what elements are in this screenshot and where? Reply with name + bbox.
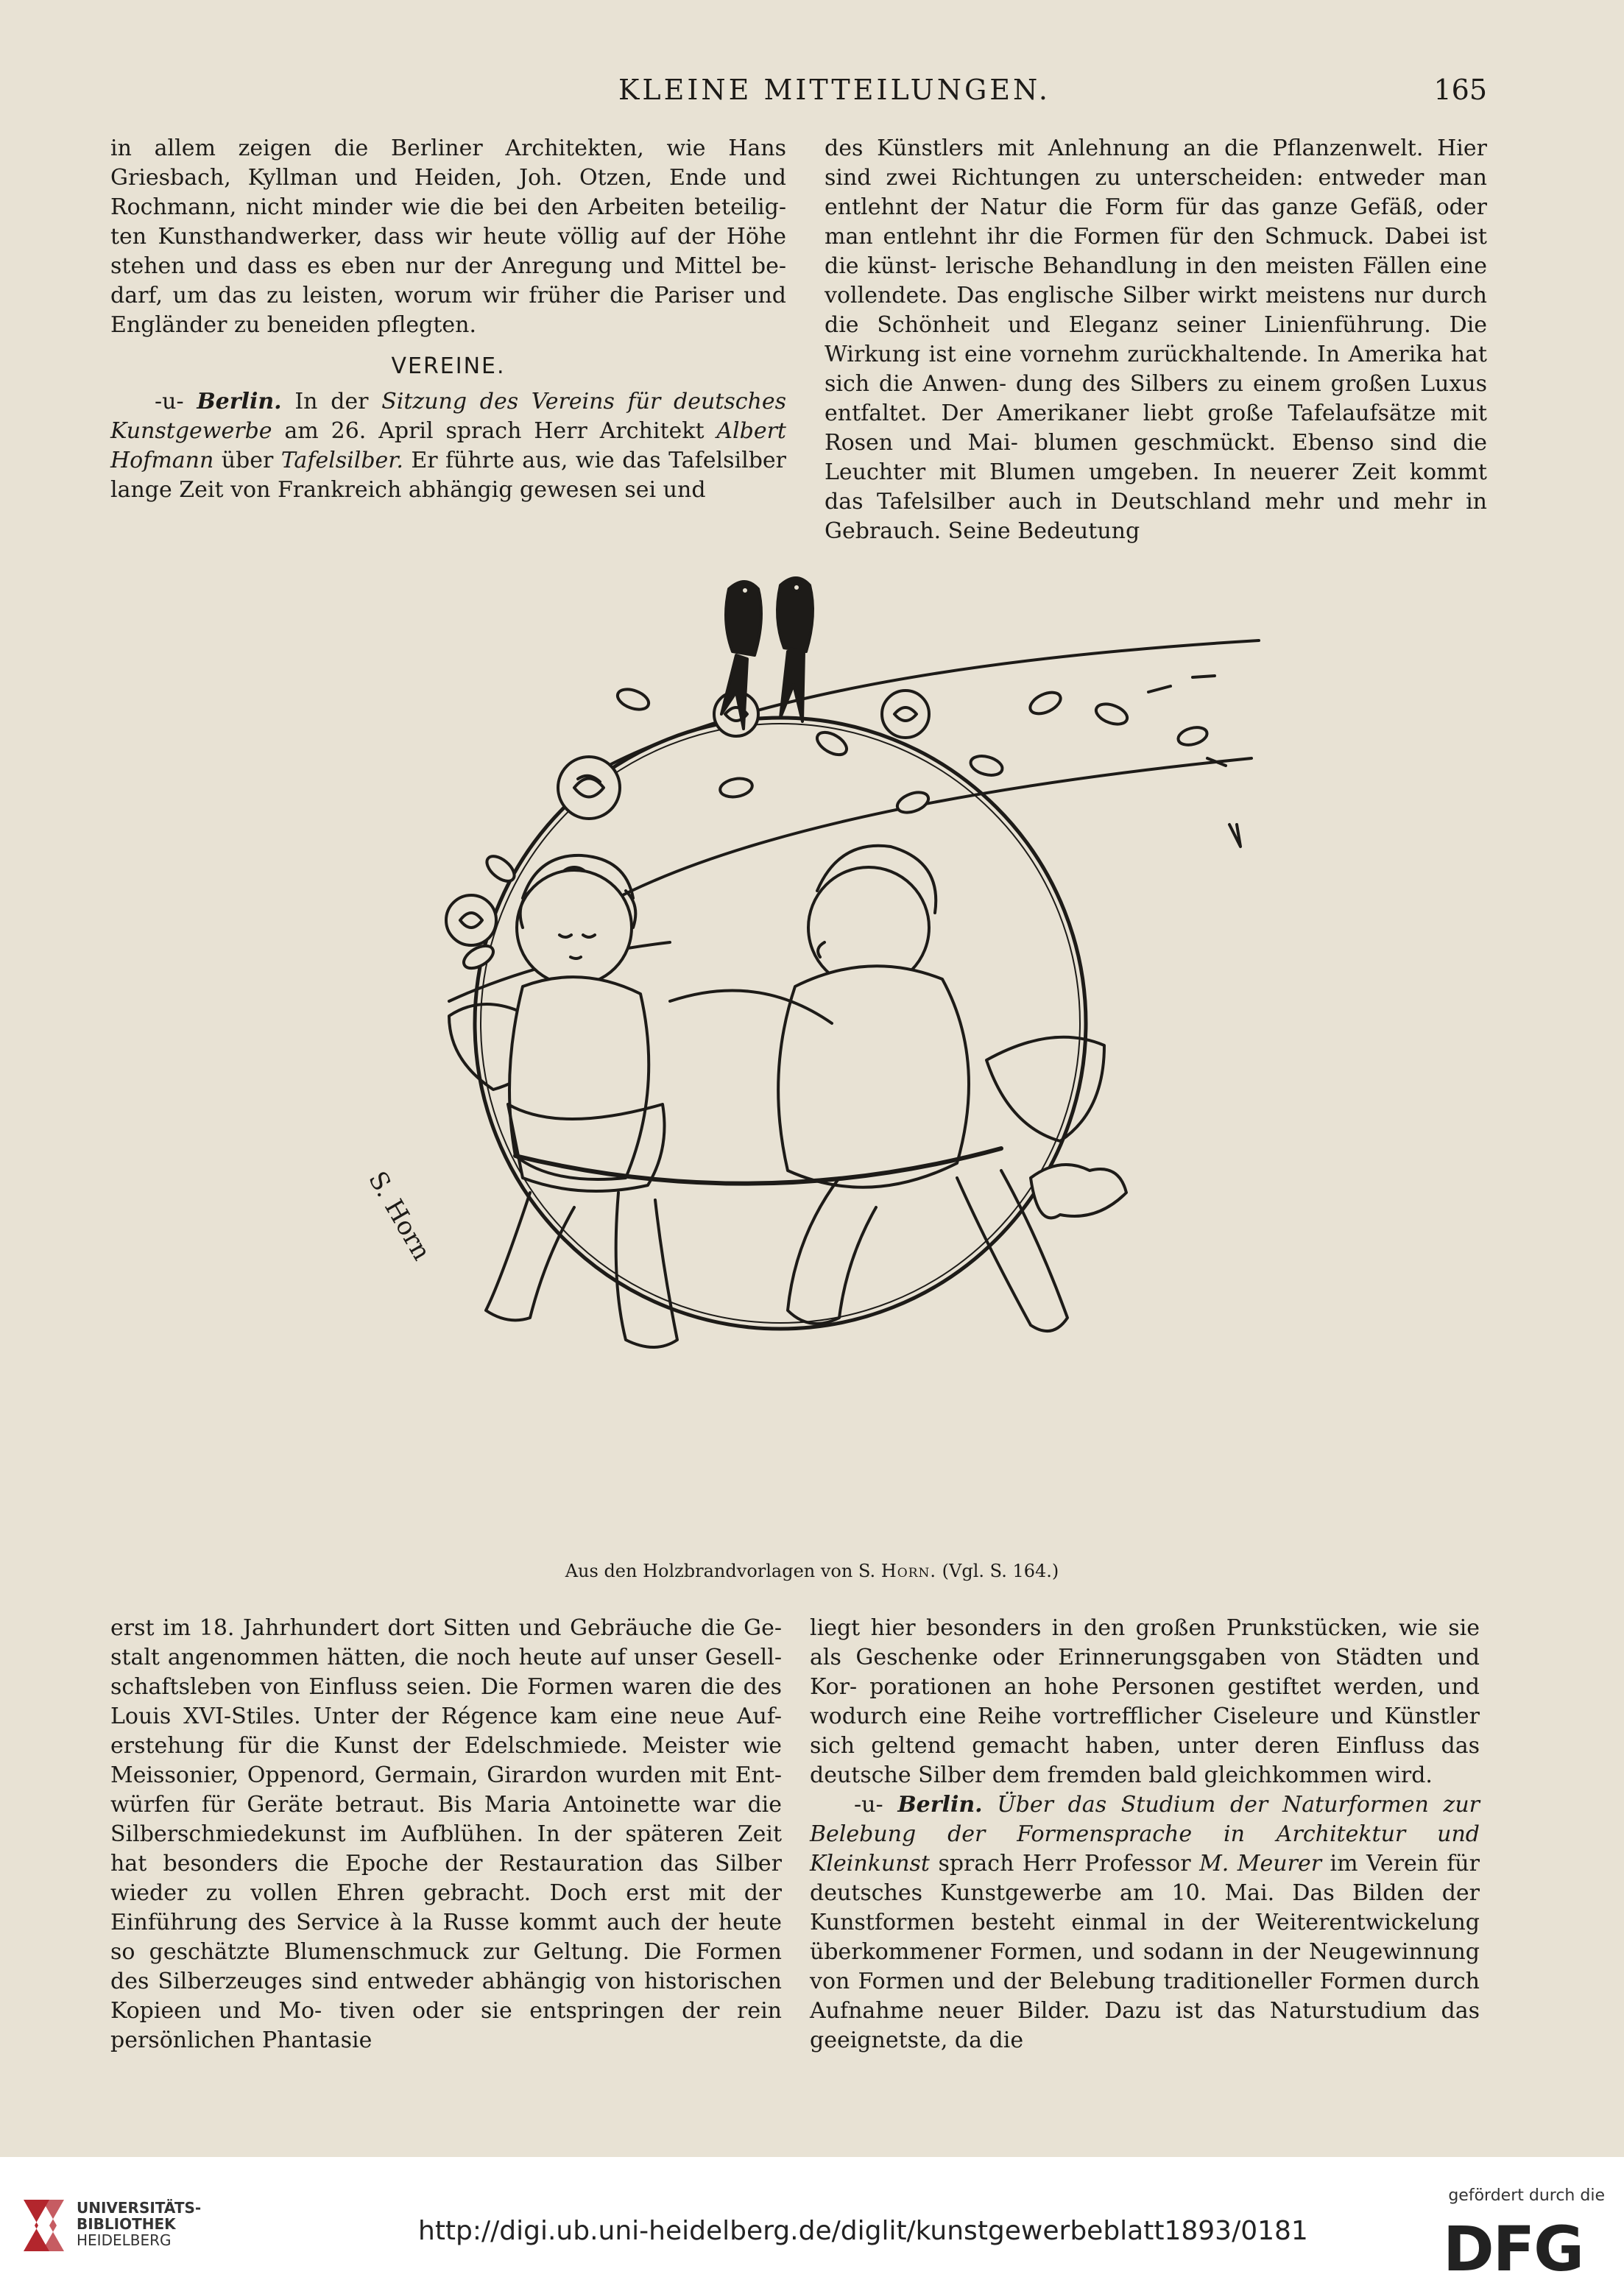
speaker-name: Albert Hofmann (110, 418, 786, 473)
text-line: des Service à la Russe kommt auch der heute so geschätzte (110, 1910, 782, 1965)
society-name: Sitzung des Vereins für deutsches Kunstgewerbe (110, 389, 787, 444)
text-line: lerische Behandlung in den meisten Fällen eine vollendete. (825, 253, 1487, 308)
dfg-logo-text: DFG (1443, 2217, 1584, 2276)
text-line: Engländer zu beneiden pflegten. (110, 312, 477, 338)
text-line: erstehung für die Kunst der Edelschmiede. Meister wie (110, 1733, 782, 1759)
text-line: eine Reihe vortrefflicher Ciseleure und Künstler sich geltend (810, 1704, 1480, 1759)
text-line: dung des Silbers zu einem großen Luxus entfaltet. Der (825, 371, 1487, 426)
left-cherub-head (517, 870, 632, 985)
text-line: zu vollen Ehren gebracht. Doch erst mit der Einführung (110, 1880, 782, 1935)
talk-topic: Tafelsilber. (280, 448, 403, 473)
text-line: Griesbach, Kyllman und Heiden, Joh. Otzen, Ende und (110, 165, 786, 191)
text-line: Rochmann, nicht minder wie die bei den Arbeiten beteilig- (110, 194, 786, 220)
paragraph-prunkstuecke (810, 1614, 1480, 1790)
text-line: würfen für Geräte betraut. Bis Maria Antoinette war die (110, 1792, 782, 1818)
text-line: Blumenschmuck zur Geltung. Die Formen des Silberzeuges (110, 1939, 782, 1994)
text-line: darf, um das zu leisten, worum wir früher die Pariser und (110, 283, 786, 308)
text-line: Silberschmiedekunst im Aufblühen. In der späteren Zeit (110, 1821, 782, 1847)
text-line: sind entweder abhängig von historischen Kopieen und Mo- (110, 1969, 782, 2024)
text-line: ihr die Formen für den Schmuck. Dabei ist die künst- (825, 224, 1487, 279)
dfg-logo-icon (1443, 2217, 1605, 2276)
text-line: liegt hier besonders in den großen Prunkstücken, wie sie (810, 1615, 1480, 1641)
text-line: blumen geschmückt. Ebenso sind die Leuchter mit Blumen (825, 430, 1488, 485)
paragraph-tafelsilber (110, 387, 786, 505)
text-line: Deutschland mehr und mehr in Gebrauch. Seine Bedeutung (825, 489, 1488, 544)
caption-reference: (Vgl. S. 164.) (942, 1561, 1059, 1581)
library-name-line: UNIVERSITÄTS- (77, 2199, 202, 2217)
text-line: dem fremden bald gleichkommen wird. (992, 1762, 1433, 1788)
text-line: Louis XVI-Stiles. Unter der Régence kam eine neue Auf- (110, 1704, 782, 1729)
branch-twigs (1148, 676, 1226, 766)
funding-note: gefördert durch die (1448, 2186, 1605, 2205)
artist-signature: S. Horn (362, 1166, 437, 1265)
text-line: zwei Richtungen zu unterscheiden: entweder man entlehnt (825, 165, 1487, 220)
speaker-name: M. Meurer (1199, 1851, 1322, 1877)
text-line: Amerikaner liebt große Tafelaufsätze mit Rosen und Mai- (825, 400, 1487, 456)
talk-topic: Über das Studium der Naturformen zur Belebung der Formensprache in Architektur und Kleinkunst (810, 1792, 1480, 1877)
text-line: der Natur die Form für das ganze Gefäß, oder man entlehnt (825, 194, 1487, 250)
caption-artist: Horn. (880, 1561, 936, 1581)
text-run: über (221, 448, 274, 473)
entry-marker: -u- (155, 389, 184, 414)
top-right-column (825, 134, 1487, 546)
text-line: des Künstlers mit Anlehnung an die Pflanzenwelt. Hier sind (825, 135, 1487, 191)
paragraph-naturformen (810, 1790, 1480, 2055)
text-line: und Eleganz seiner Linienführung. Die Wirkung ist eine (825, 312, 1488, 367)
swing-cloth (1031, 1165, 1126, 1218)
library-name-line: HEIDELBERG (77, 2231, 172, 2249)
text-line: stehen und dass es eben nur der Anregung und Mittel be- (110, 253, 786, 279)
text-line: schaftsleben von Einfluss seien. Die Formen waren die des (110, 1674, 782, 1700)
text-line: in allem zeigen die Berliner Architekten, wie Hans (110, 135, 786, 161)
text-run: im Verein für deutsches Kunstgewerbe am 10. Mai. Das Bilden der Kunstformen besteht einmal in der Weiterentwickelung überkommener Formen, und sodann in der Neugewinnung von Formen und der Belebung traditioneller Formen durch Aufnahme neuer Bilder. Dazu ist das Naturstudium das geeignetste, da die (810, 1851, 1480, 2053)
text-line: Das englische Silber wirkt meistens nur durch die Schönheit (825, 283, 1487, 338)
running-head (110, 74, 1487, 118)
text-line: ten Kunsthandwerker, dass wir heute völlig auf der Höhe (110, 224, 786, 250)
left-cherub-body (509, 977, 649, 1179)
text-line: hat besonders die Epoche der Restauration das Silber wieder (110, 1851, 782, 1906)
right-cherub (670, 846, 1104, 1331)
entry-marker: -u- (854, 1792, 883, 1818)
cherubs-illustration (324, 545, 1296, 1546)
entry-place: Berlin. (897, 1792, 983, 1818)
left-cherub-legs (486, 1193, 677, 1347)
figure-caption (0, 1561, 1624, 1581)
bottom-left-column (110, 1614, 782, 2055)
top-left-column (110, 134, 786, 505)
library-name-line: BIBLIOTHEK (77, 2215, 176, 2233)
text-line: als Geschenke oder Erinnerungsgaben von Städten und Kor- (810, 1645, 1480, 1700)
entry-place: Berlin. (197, 389, 282, 414)
text-run: In der (294, 389, 369, 414)
right-cherub-body (670, 966, 969, 1187)
hanging-twig (1229, 825, 1240, 847)
caption-text: Aus den Holzbrandvorlagen von S. (565, 1561, 876, 1581)
section-heading: VEREINE. (391, 353, 506, 379)
text-line: erst im 18. Jahrhundert dort Sitten und Gebräuche die Ge- (110, 1615, 782, 1641)
text-line: stalt angenommen hätten, die noch heute auf unser Gesell- (110, 1645, 782, 1670)
text-line: Meissonier, Oppenord, Germain, Girardon wurden mit Ent- (110, 1762, 782, 1788)
bottom-right-column (810, 1614, 1480, 2055)
text-run: am 26. April sprach Herr Architekt (284, 418, 705, 444)
text-line: gemacht haben, unter deren Einfluss das deutsche Silber (810, 1733, 1480, 1788)
running-title: KLEINE MITTEILUNGEN. (618, 74, 1051, 106)
paragraph-silver-styles (825, 134, 1487, 546)
paragraph-history (110, 1614, 782, 2055)
page-number: 165 (1433, 74, 1487, 106)
text-run: sprach Herr Professor (938, 1851, 1191, 1877)
right-cherub-wing (986, 1037, 1104, 1141)
digitization-footer (0, 2157, 1624, 2291)
permalink-url[interactable]: http://digi.ub.uni-heidelberg.de/diglit/kunstgewerbeblatt1893/0181 (418, 2216, 1308, 2246)
library-name (77, 2200, 201, 2248)
university-library-logo-icon (16, 2192, 68, 2259)
text-line: porationen an hohe Personen gestiftet werden, und wodurch (810, 1674, 1480, 1729)
text-line: tiven oder sie entspringen der rein persönlichen Phantasie (110, 1998, 782, 2053)
text-line: vornehm zurückhaltende. In Amerika hat sich die Anwen- (825, 342, 1487, 397)
text-line: umgeben. In neuerer Zeit kommt das Tafelsilber auch in (825, 459, 1487, 515)
text-run: Er führte aus, wie das Tafelsilber lange Zeit von Frankreich abhängig gewesen sei und (110, 448, 786, 503)
paragraph-architects (110, 134, 786, 340)
